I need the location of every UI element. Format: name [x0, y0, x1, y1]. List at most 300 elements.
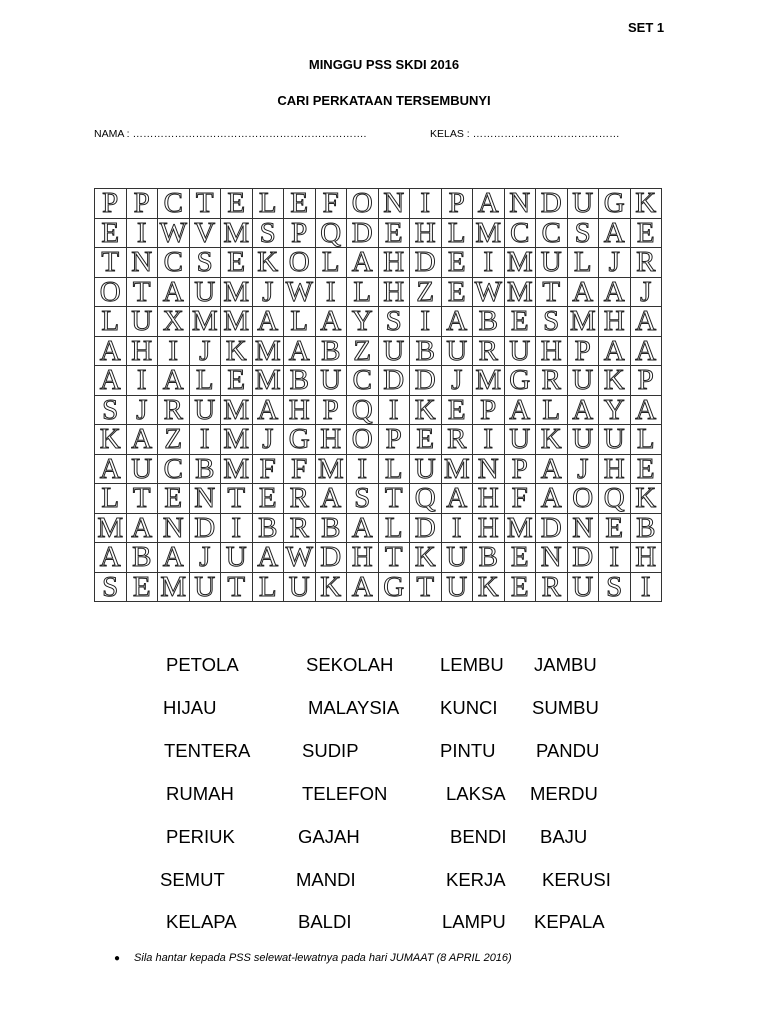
grid-cell: M — [504, 513, 536, 543]
grid-cell: U — [189, 395, 221, 425]
grid-cell: A — [284, 336, 316, 366]
grid-cell: A — [95, 366, 127, 396]
grid-cell: A — [95, 336, 127, 366]
grid-cell: A — [599, 336, 631, 366]
grid-row — [95, 248, 662, 278]
grid-cell: Z — [347, 336, 379, 366]
grid-row — [95, 366, 662, 396]
word-item: PINTU — [440, 740, 496, 761]
grid-cell: A — [158, 366, 190, 396]
grid-cell: L — [378, 513, 410, 543]
grid-cell: W — [473, 277, 505, 307]
grid-cell: M — [221, 425, 253, 455]
grid-cell: H — [630, 543, 662, 573]
grid-cell: A — [158, 277, 190, 307]
word-item: BAJU — [540, 826, 588, 847]
grid-cell: U — [567, 425, 599, 455]
word-item: PETOLA — [166, 654, 239, 675]
grid-cell: E — [158, 484, 190, 514]
grid-cell: M — [315, 454, 347, 484]
grid-cell: U — [599, 425, 631, 455]
grid-cell: D — [536, 189, 568, 219]
grid-cell: U — [567, 189, 599, 219]
word-item: SUDIP — [302, 740, 359, 761]
grid-cell: L — [378, 454, 410, 484]
word-item: LAKSA — [446, 783, 506, 804]
grid-cell: K — [599, 366, 631, 396]
grid-cell: K — [221, 336, 253, 366]
grid-cell: B — [315, 336, 347, 366]
grid-cell: L — [95, 307, 127, 337]
grid-cell: U — [567, 572, 599, 602]
grid-cell: E — [378, 218, 410, 248]
grid-cell: R — [536, 366, 568, 396]
word-item: KEPALA — [534, 911, 605, 932]
grid-cell: I — [630, 572, 662, 602]
word-item: BENDI — [450, 826, 507, 847]
grid-cell: A — [567, 277, 599, 307]
word-item: KELAPA — [166, 911, 237, 932]
grid-cell: T — [126, 277, 158, 307]
grid-cell: N — [473, 454, 505, 484]
word-item: SEKOLAH — [306, 654, 394, 675]
grid-row — [95, 425, 662, 455]
grid-cell: H — [378, 277, 410, 307]
grid-cell: U — [126, 307, 158, 337]
grid-cell: H — [347, 543, 379, 573]
grid-cell: L — [252, 189, 284, 219]
grid-cell: A — [126, 513, 158, 543]
grid-cell: L — [536, 395, 568, 425]
grid-cell: R — [441, 425, 473, 455]
grid-cell: U — [536, 248, 568, 278]
grid-cell: L — [441, 218, 473, 248]
word-item: KERJA — [446, 869, 506, 890]
grid-cell: U — [189, 572, 221, 602]
grid-cell: D — [536, 513, 568, 543]
grid-cell: R — [536, 572, 568, 602]
grid-cell: U — [221, 543, 253, 573]
grid-cell: Q — [347, 395, 379, 425]
grid-cell: Q — [599, 484, 631, 514]
grid-cell: D — [378, 366, 410, 396]
grid-cell: G — [284, 425, 316, 455]
grid-cell: U — [441, 336, 473, 366]
grid-row — [95, 454, 662, 484]
grid-cell: N — [536, 543, 568, 573]
grid-cell: Q — [410, 484, 442, 514]
word-item: SEMUT — [160, 869, 225, 890]
grid-cell: Z — [410, 277, 442, 307]
grid-cell: E — [504, 307, 536, 337]
grid-cell: B — [189, 454, 221, 484]
grid-cell: V — [189, 218, 221, 248]
grid-cell: E — [95, 218, 127, 248]
grid-cell: K — [630, 189, 662, 219]
grid-cell: M — [95, 513, 127, 543]
word-item: JAMBU — [534, 654, 597, 675]
grid-cell: M — [158, 572, 190, 602]
grid-cell: P — [378, 425, 410, 455]
grid-cell: A — [567, 395, 599, 425]
grid-cell: L — [567, 248, 599, 278]
grid-cell: U — [284, 572, 316, 602]
grid-cell: Q — [315, 218, 347, 248]
grid-cell: C — [504, 218, 536, 248]
grid-cell: A — [441, 484, 473, 514]
word-item: KERUSI — [542, 869, 611, 890]
grid-cell: I — [441, 513, 473, 543]
grid-cell: I — [347, 454, 379, 484]
grid-cell: G — [599, 189, 631, 219]
grid-cell: A — [252, 543, 284, 573]
grid-cell: H — [473, 513, 505, 543]
grid-cell: R — [473, 336, 505, 366]
grid-row — [95, 484, 662, 514]
grid-cell: E — [284, 189, 316, 219]
grid-cell: D — [410, 513, 442, 543]
grid-cell: T — [378, 543, 410, 573]
word-item: MANDI — [296, 869, 356, 890]
grid-cell: K — [473, 572, 505, 602]
grid-cell: Y — [347, 307, 379, 337]
grid-cell: Z — [158, 425, 190, 455]
grid-cell: E — [126, 572, 158, 602]
grid-cell: H — [410, 218, 442, 248]
grid-cell: S — [378, 307, 410, 337]
grid-cell: O — [95, 277, 127, 307]
word-item: KUNCI — [440, 697, 498, 718]
grid-cell: T — [126, 484, 158, 514]
grid-cell: P — [567, 336, 599, 366]
grid-cell: T — [95, 248, 127, 278]
word-item: SUMBU — [532, 697, 599, 718]
grid-cell: A — [95, 543, 127, 573]
word-item: LEMBU — [440, 654, 504, 675]
word-item: MERDU — [530, 783, 598, 804]
grid-cell: A — [536, 454, 568, 484]
grid-cell: H — [126, 336, 158, 366]
grid-cell: K — [410, 543, 442, 573]
grid-cell: C — [158, 248, 190, 278]
grid-cell: I — [126, 366, 158, 396]
grid-cell: R — [630, 248, 662, 278]
grid-cell: B — [252, 513, 284, 543]
grid-cell: M — [473, 218, 505, 248]
grid-cell: M — [504, 277, 536, 307]
grid-cell: I — [473, 425, 505, 455]
word-item: TENTERA — [164, 740, 251, 761]
grid-cell: P — [441, 189, 473, 219]
grid-cell: A — [630, 307, 662, 337]
grid-cell: U — [504, 425, 536, 455]
grid-cell: B — [630, 513, 662, 543]
grid-cell: P — [126, 189, 158, 219]
grid-cell: E — [221, 248, 253, 278]
grid-cell: G — [378, 572, 410, 602]
grid-cell: M — [221, 307, 253, 337]
grid-cell: K — [95, 425, 127, 455]
grid-cell: D — [410, 248, 442, 278]
grid-cell: T — [410, 572, 442, 602]
grid-cell: S — [95, 395, 127, 425]
grid-cell: J — [189, 543, 221, 573]
grid-cell: U — [126, 454, 158, 484]
grid-cell: H — [599, 307, 631, 337]
grid-cell: A — [504, 395, 536, 425]
grid-cell: T — [536, 277, 568, 307]
word-item: RUMAH — [166, 783, 234, 804]
grid-cell: W — [284, 543, 316, 573]
grid-cell: N — [158, 513, 190, 543]
grid-cell: M — [441, 454, 473, 484]
page-title: MINGGU PSS SKDI 2016 — [308, 57, 460, 72]
grid-cell: K — [536, 425, 568, 455]
grid-cell: M — [504, 248, 536, 278]
grid-cell: T — [378, 484, 410, 514]
grid-cell: P — [630, 366, 662, 396]
grid-cell: L — [347, 277, 379, 307]
grid-cell: E — [599, 513, 631, 543]
grid-cell: L — [284, 307, 316, 337]
grid-cell: B — [315, 513, 347, 543]
grid-cell: M — [221, 454, 253, 484]
grid-cell: N — [567, 513, 599, 543]
grid-cell: A — [252, 307, 284, 337]
grid-cell: L — [252, 572, 284, 602]
grid-row — [95, 513, 662, 543]
grid-cell: E — [441, 277, 473, 307]
word-search-grid — [94, 188, 662, 602]
grid-row — [95, 218, 662, 248]
grid-cell: B — [473, 307, 505, 337]
grid-cell: A — [441, 307, 473, 337]
grid-cell: H — [315, 425, 347, 455]
grid-cell: J — [126, 395, 158, 425]
grid-cell: O — [347, 189, 379, 219]
grid-cell: P — [95, 189, 127, 219]
grid-row — [95, 395, 662, 425]
grid-cell: U — [410, 454, 442, 484]
grid-cell: S — [95, 572, 127, 602]
grid-cell: J — [252, 425, 284, 455]
grid-cell: A — [599, 218, 631, 248]
grid-cell: M — [567, 307, 599, 337]
grid-cell: E — [410, 425, 442, 455]
grid-cell: A — [599, 277, 631, 307]
grid-cell: U — [378, 336, 410, 366]
word-item: PANDU — [536, 740, 600, 761]
grid-cell: W — [284, 277, 316, 307]
grid-cell: M — [252, 336, 284, 366]
grid-cell: A — [347, 572, 379, 602]
grid-row — [95, 189, 662, 219]
grid-cell: I — [158, 336, 190, 366]
grid-cell: U — [567, 366, 599, 396]
grid-cell: J — [630, 277, 662, 307]
grid-cell: A — [158, 543, 190, 573]
grid-cell: N — [378, 189, 410, 219]
grid-cell: L — [95, 484, 127, 514]
grid-cell: H — [473, 484, 505, 514]
grid-cell: K — [630, 484, 662, 514]
word-item: GAJAH — [298, 826, 360, 847]
page-subtitle: CARI PERKATAAN TERSEMBUNYI — [277, 93, 491, 108]
grid-cell: A — [315, 484, 347, 514]
kelas-field-label: KELAS : …………………………………… — [430, 128, 620, 140]
word-item: HIJAU — [163, 697, 217, 718]
grid-cell: M — [221, 395, 253, 425]
grid-row — [95, 307, 662, 337]
grid-cell: E — [441, 395, 473, 425]
grid-cell: A — [252, 395, 284, 425]
grid-cell: U — [504, 336, 536, 366]
grid-cell: H — [284, 395, 316, 425]
grid-cell: B — [284, 366, 316, 396]
grid-cell: I — [315, 277, 347, 307]
grid-cell: M — [221, 277, 253, 307]
grid-cell: K — [315, 572, 347, 602]
grid-cell: A — [126, 425, 158, 455]
grid-cell: I — [473, 248, 505, 278]
grid-cell: F — [504, 484, 536, 514]
grid-cell: E — [221, 189, 253, 219]
grid-cell: F — [252, 454, 284, 484]
grid-cell: I — [189, 425, 221, 455]
grid-cell: X — [158, 307, 190, 337]
grid-cell: T — [221, 484, 253, 514]
grid-cell: W — [158, 218, 190, 248]
word-item: BALDI — [298, 911, 352, 932]
grid-cell: U — [315, 366, 347, 396]
grid-cell: L — [630, 425, 662, 455]
word-item: PERIUK — [166, 826, 235, 847]
grid-cell: I — [378, 395, 410, 425]
grid-cell: E — [630, 454, 662, 484]
grid-cell: E — [221, 366, 253, 396]
grid-cell: U — [441, 572, 473, 602]
submission-note-text: Sila hantar kepada PSS selewat-lewatnya pada hari JUMAAT (8 APRIL 2016) — [134, 952, 512, 964]
grid-cell: A — [347, 513, 379, 543]
word-item: MALAYSIA — [308, 697, 400, 718]
grid-cell: I — [221, 513, 253, 543]
set-label: SET 1 — [628, 20, 665, 35]
grid-cell: S — [567, 218, 599, 248]
grid-cell: E — [630, 218, 662, 248]
grid-cell: S — [599, 572, 631, 602]
grid-cell: E — [441, 248, 473, 278]
grid-cell: J — [252, 277, 284, 307]
grid-cell: I — [126, 218, 158, 248]
grid-cell: T — [221, 572, 253, 602]
grid-cell: I — [410, 189, 442, 219]
grid-cell: M — [189, 307, 221, 337]
grid-cell: B — [126, 543, 158, 573]
grid-cell: S — [189, 248, 221, 278]
grid-cell: F — [315, 189, 347, 219]
grid-cell: R — [158, 395, 190, 425]
grid-cell: P — [284, 218, 316, 248]
grid-row — [95, 543, 662, 573]
grid-cell: E — [504, 572, 536, 602]
grid-cell: A — [95, 454, 127, 484]
grid-cell: M — [473, 366, 505, 396]
grid-cell: D — [347, 218, 379, 248]
submission-note — [114, 952, 512, 964]
grid-row — [95, 572, 662, 602]
bullet-icon: ● — [114, 953, 121, 964]
grid-cell: M — [221, 218, 253, 248]
word-item: LAMPU — [442, 911, 506, 932]
grid-cell: I — [410, 307, 442, 337]
grid-cell: J — [441, 366, 473, 396]
grid-cell: G — [504, 366, 536, 396]
grid-cell: S — [252, 218, 284, 248]
grid-cell: N — [126, 248, 158, 278]
grid-row — [95, 336, 662, 366]
grid-cell: U — [189, 277, 221, 307]
grid-cell: D — [410, 366, 442, 396]
grid-row — [95, 277, 662, 307]
grid-cell: S — [536, 307, 568, 337]
grid-cell: I — [599, 543, 631, 573]
grid-cell: D — [567, 543, 599, 573]
grid-cell: A — [347, 248, 379, 278]
grid-cell: J — [599, 248, 631, 278]
grid-cell: K — [252, 248, 284, 278]
grid-cell: C — [347, 366, 379, 396]
grid-cell: D — [315, 543, 347, 573]
grid-cell: L — [189, 366, 221, 396]
grid-cell: U — [441, 543, 473, 573]
grid-cell: A — [630, 336, 662, 366]
grid-cell: E — [504, 543, 536, 573]
grid-cell: N — [504, 189, 536, 219]
grid-cell: R — [284, 513, 316, 543]
grid-cell: A — [473, 189, 505, 219]
grid-cell: B — [473, 543, 505, 573]
grid-cell: C — [158, 454, 190, 484]
grid-cell: S — [347, 484, 379, 514]
grid-cell: T — [189, 189, 221, 219]
grid-cell: M — [252, 366, 284, 396]
grid-cell: K — [410, 395, 442, 425]
grid-cell: H — [599, 454, 631, 484]
grid-cell: R — [284, 484, 316, 514]
grid-cell: P — [315, 395, 347, 425]
grid-cell: A — [630, 395, 662, 425]
nama-field-label: NAMA : …………………………………………………………. — [94, 128, 367, 140]
grid-cell: J — [189, 336, 221, 366]
grid-cell: J — [567, 454, 599, 484]
grid-cell: H — [536, 336, 568, 366]
grid-cell: O — [347, 425, 379, 455]
word-item: TELEFON — [302, 783, 388, 804]
grid-cell: C — [158, 189, 190, 219]
grid-cell: F — [284, 454, 316, 484]
grid-cell: D — [189, 513, 221, 543]
grid-cell: P — [473, 395, 505, 425]
grid-cell: A — [536, 484, 568, 514]
grid-cell: L — [315, 248, 347, 278]
grid-cell: Y — [599, 395, 631, 425]
grid-cell: O — [284, 248, 316, 278]
grid-cell: P — [504, 454, 536, 484]
grid-cell: N — [189, 484, 221, 514]
grid-cell: A — [315, 307, 347, 337]
grid-cell: H — [378, 248, 410, 278]
grid-cell: O — [567, 484, 599, 514]
